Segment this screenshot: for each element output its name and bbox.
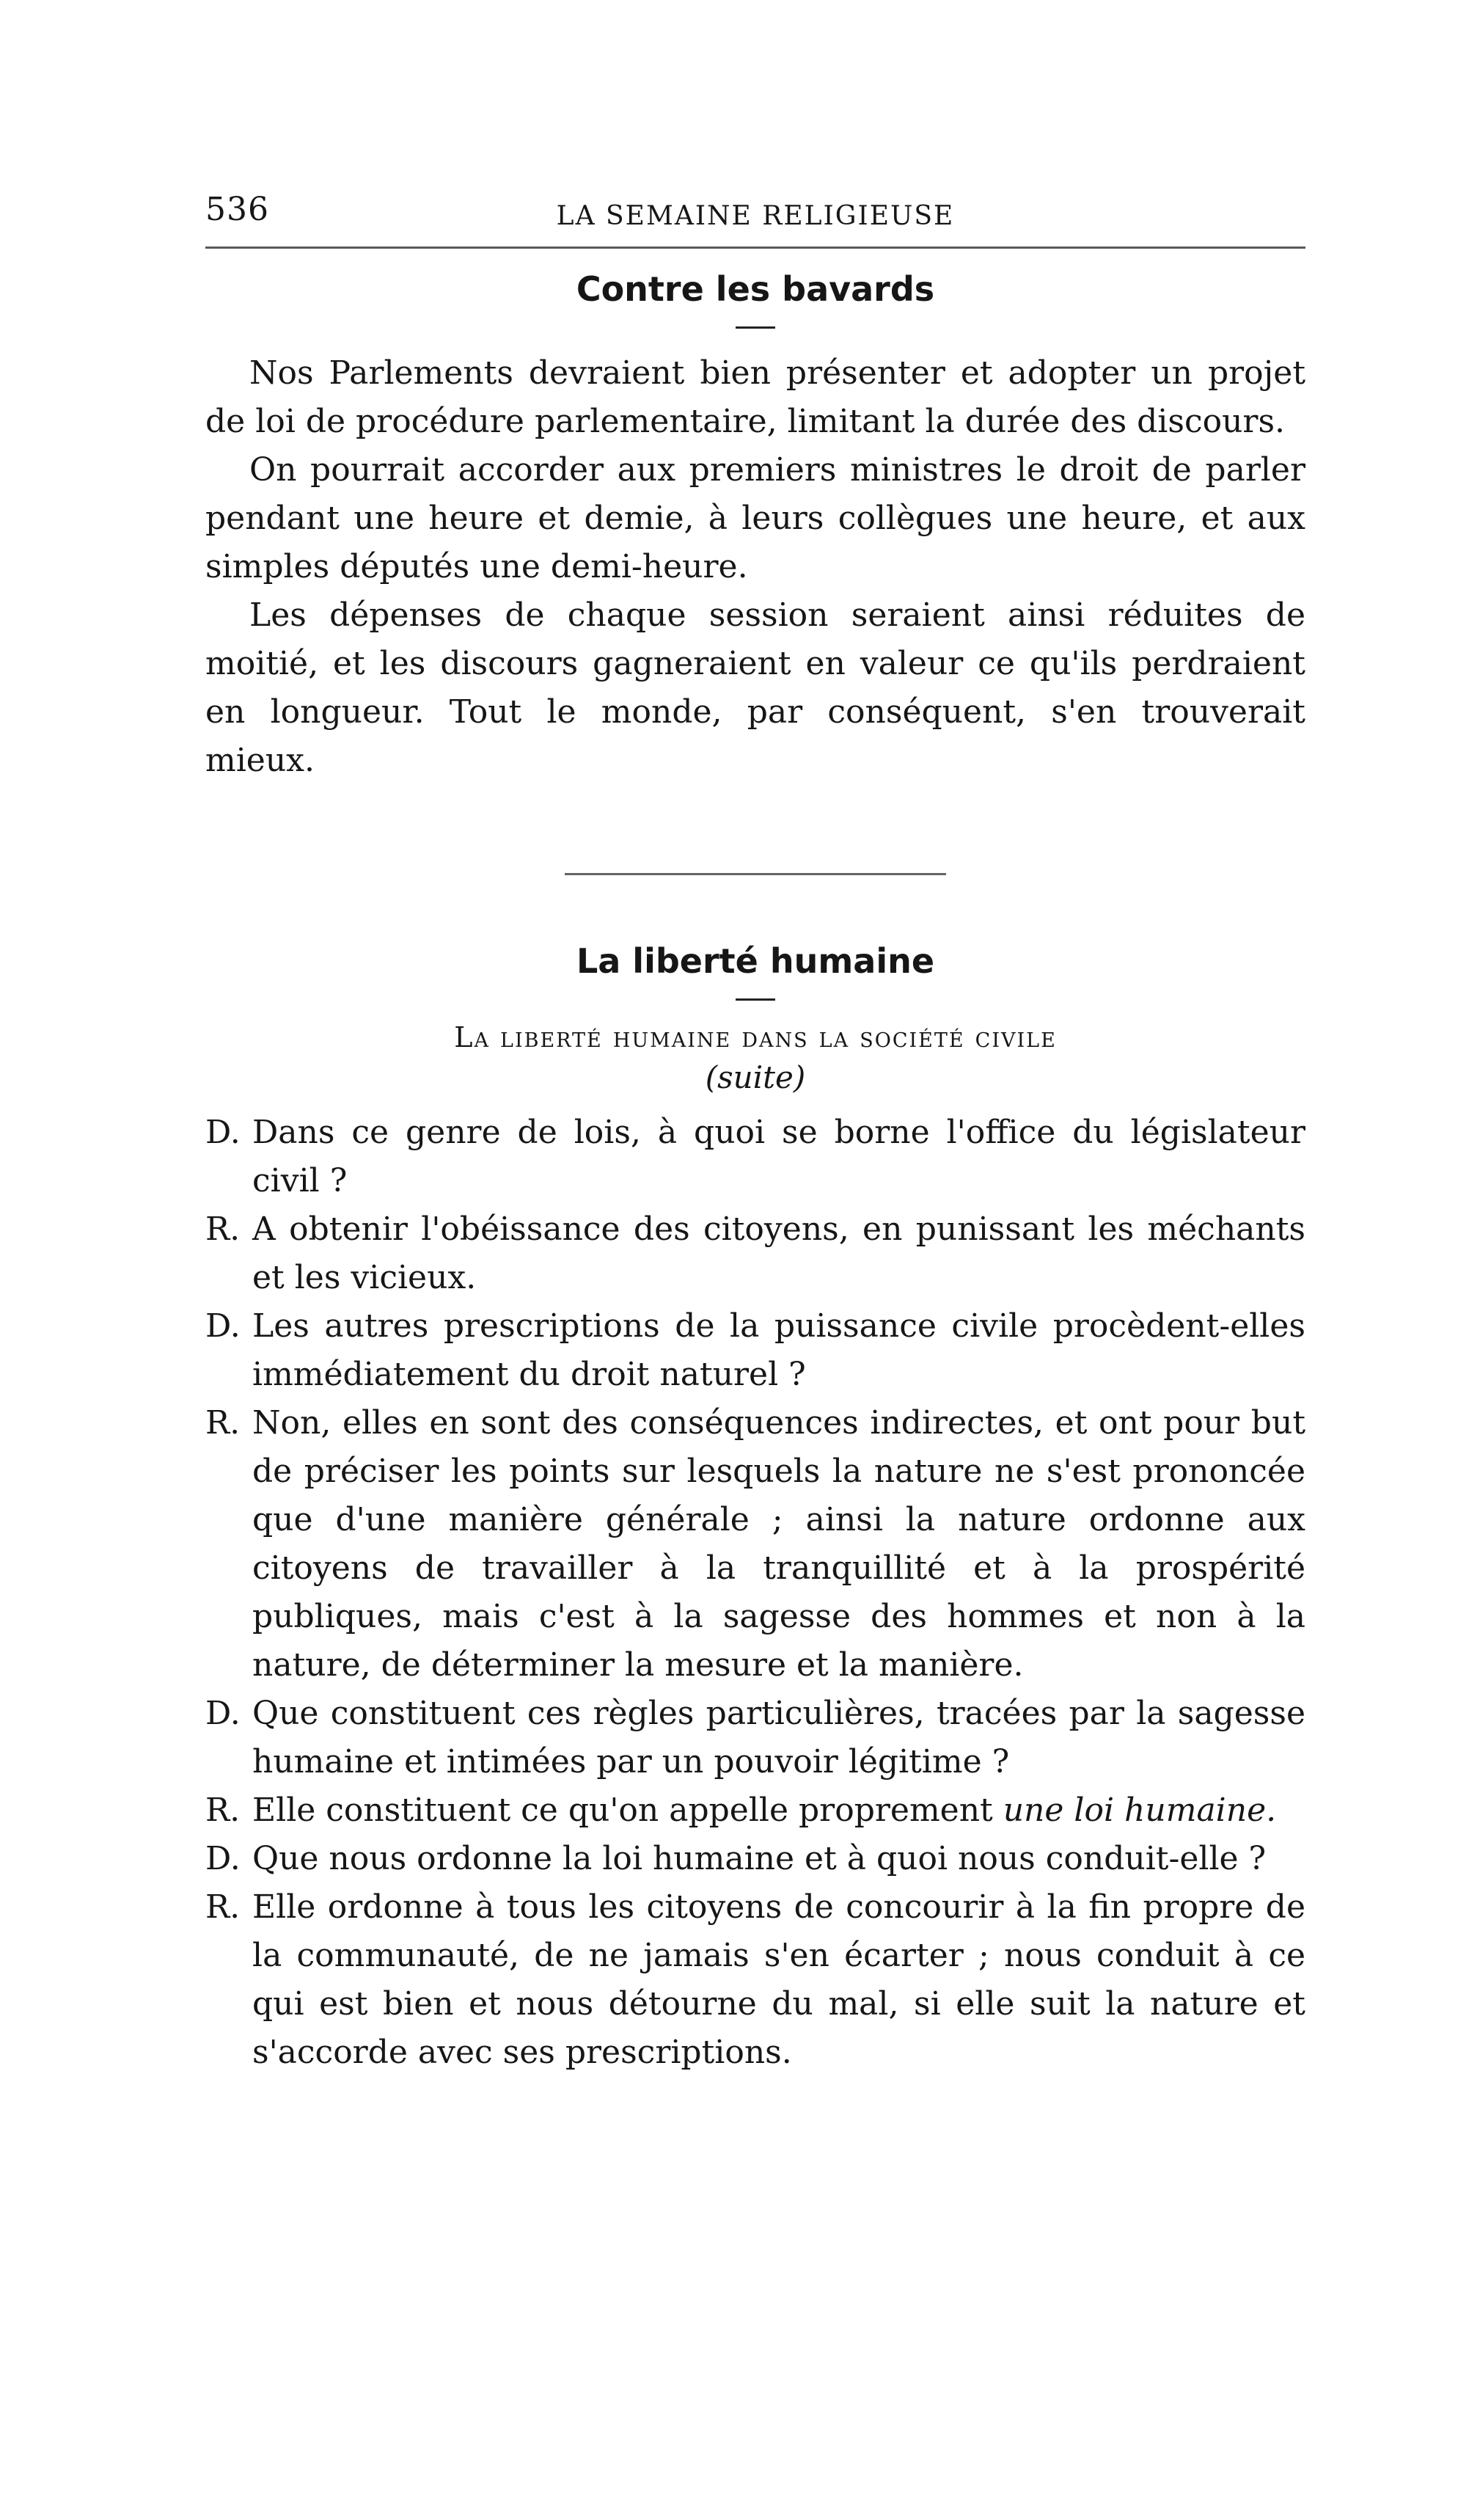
- page-number: 536: [205, 191, 269, 228]
- title-rule: [736, 998, 775, 1001]
- answer-tag: R.: [205, 1888, 241, 1926]
- answer-text: Elle ordonne à tous les citoyens de concourir à la fin propre de la communauté, de ne jamais s'en écarter ; nous conduit à ce qui est bien et nous détourne du mal, si elle suit la nature et s'accorde avec ses prescriptions.: [252, 1888, 1305, 2071]
- answer-italic-text: une loi humaine.: [1003, 1792, 1277, 1829]
- answer-tag: R.: [205, 1210, 241, 1248]
- header-rule: [205, 246, 1305, 249]
- question: [205, 1302, 1305, 1399]
- answer-tag: R.: [205, 1792, 241, 1829]
- question-tag: D.: [205, 1840, 241, 1877]
- question: [205, 1690, 1305, 1786]
- question: [205, 1109, 1305, 1205]
- answer-text: Elle constituent ce qu'on appelle proprement: [252, 1792, 1003, 1829]
- article-contre-les-bavards: [205, 269, 1305, 785]
- question-tag: D.: [205, 1114, 241, 1151]
- paragraph: On pourrait accorder aux premiers ministres le droit de parler pendant une heure et demie, à leurs collègues une heure, et aux simples députés une demi-heure.: [205, 451, 1305, 585]
- question-text: Que constituent ces règles particulières, tracées par la sagesse humaine et intimées par un pouvoir légitime ?: [252, 1695, 1305, 1781]
- answer: [205, 1786, 1305, 1835]
- article-subtitle: La liberté humaine dans la société civile: [454, 1021, 1057, 1053]
- suite-label: (suite): [705, 1059, 806, 1095]
- article-title: Contre les bavards: [576, 269, 935, 309]
- paragraph: Nos Parlements devraient bien présenter et adopter un projet de loi de procédure parlementaire, limitant la durée des discours.: [205, 354, 1305, 440]
- page: [205, 176, 1305, 2077]
- answer-tag: R.: [205, 1404, 241, 1442]
- question-text: Les autres prescriptions de la puissance civile procèdent-elles immédiatement du droit naturel ?: [252, 1307, 1305, 1393]
- answer-text: A obtenir l'obéissance des citoyens, en punissant les méchants et les vicieux.: [252, 1210, 1305, 1296]
- question-text: Que nous ordonne la loi humaine et à quoi nous conduit-elle ?: [252, 1840, 1267, 1877]
- section-separator: [565, 873, 946, 875]
- question-text: Dans ce genre de lois, à quoi se borne l'office du législateur civil ?: [252, 1114, 1305, 1199]
- question: [205, 1835, 1305, 1883]
- title-rule: [736, 326, 775, 329]
- question-tag: D.: [205, 1695, 241, 1732]
- paragraph: Les dépenses de chaque session seraient ainsi réduites de moitié, et les discours gagneraient en valeur ce qu'ils perdraient en longueur. Tout le monde, par conséquent, s'en trouverait mieux.: [205, 596, 1305, 779]
- page-header: [205, 176, 1305, 231]
- question-tag: D.: [205, 1307, 241, 1345]
- answer: [205, 1883, 1305, 2077]
- answer: [205, 1399, 1305, 1690]
- article-la-liberte-humaine: [205, 941, 1305, 2077]
- answer: [205, 1205, 1305, 1302]
- running-title: LA SEMAINE RELIGIEUSE: [556, 201, 955, 231]
- article-body: [205, 349, 1305, 785]
- question-answer-list: [205, 1109, 1305, 2077]
- article-title: La liberté humaine: [576, 941, 935, 981]
- answer-text: Non, elles en sont des conséquences indirectes, et ont pour but de préciser les points sur lesquels la nature ne s'est prononcée que d'une manière générale ; ainsi la nature ordonne aux citoyens de travailler à la tranquillité et à la prospérité publiques, mais c'est à la sagesse des hommes et non à la nature, de déterminer la mesure et la manière.: [252, 1404, 1305, 1684]
